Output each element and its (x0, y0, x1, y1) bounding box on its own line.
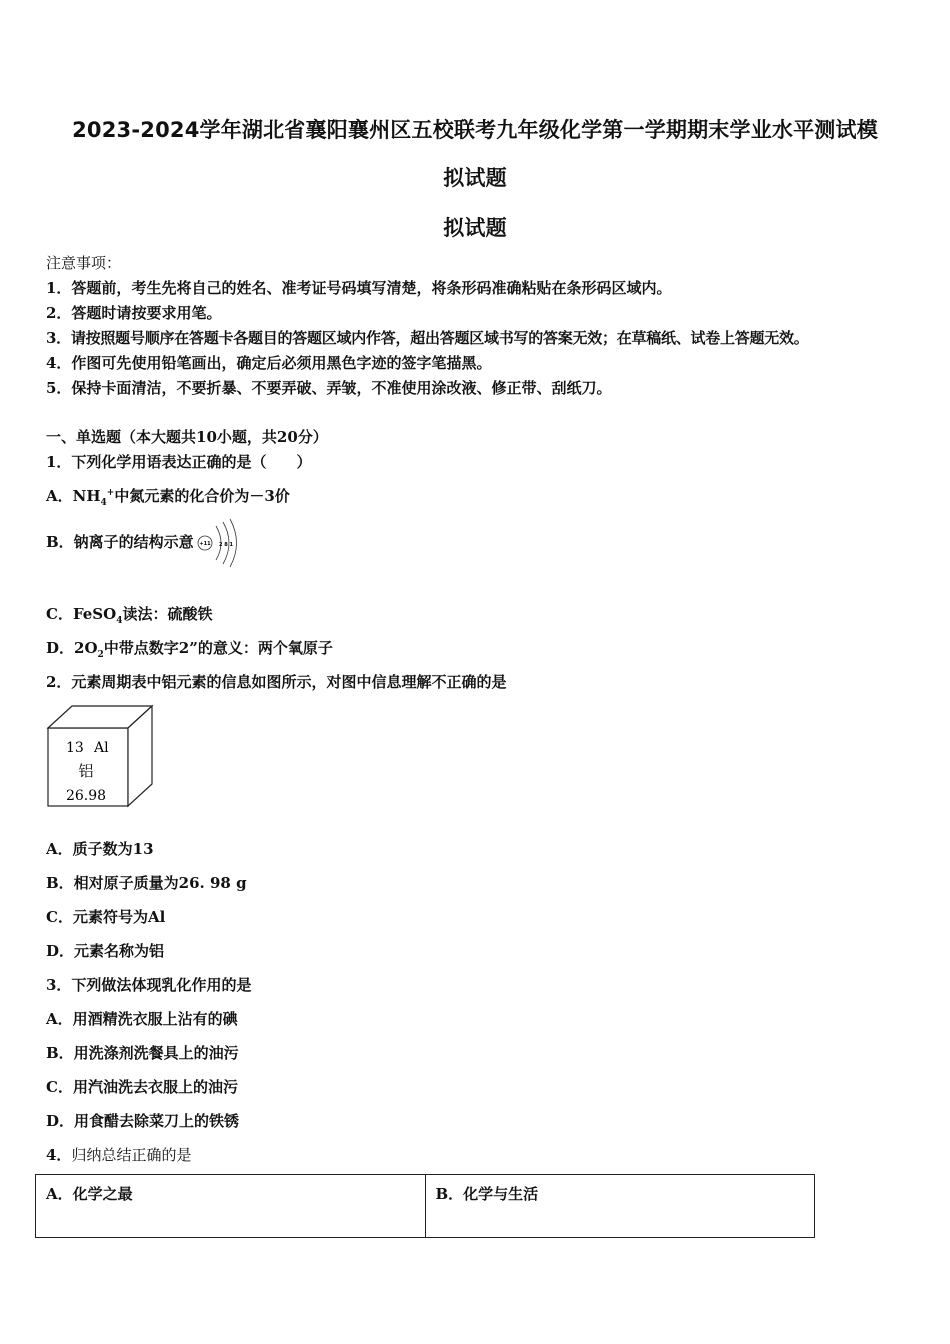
element-name: 铝 (78, 762, 94, 780)
q4-summary-table (35, 1174, 815, 1238)
q1-d-pre: D．2O (46, 639, 98, 657)
notice-item-3: 3．请按照题号顺序在答题卡各题目的答题区域内作答，超出答题区域书写的答案无效；在草稿纸、试卷上答题无效。 (46, 329, 809, 347)
sodium-ion-structure-diagram (196, 518, 240, 568)
exam-title-line2: 拟试题 (443, 166, 507, 190)
q1-c-sub: 4 (116, 616, 123, 626)
q1-a-post: 中氮元素的化合价为－3价 (114, 487, 290, 505)
notice-heading: 注意事项： (46, 254, 122, 272)
q4-number: 4． (46, 1146, 72, 1164)
q3-option-a: A．用酒精洗衣服上沾有的碘 (46, 1010, 238, 1028)
q3-stem: 3．下列做法体现乳化作用的是 (46, 976, 252, 994)
q1-option-a (46, 485, 290, 508)
q3-option-c: C．用汽油洗去衣服上的油污 (46, 1078, 238, 1096)
q1-d-post: 中带点数字2”的意义：两个氧原子 (103, 639, 333, 657)
q2-stem: 2．元素周期表中铝元素的信息如图所示，对图中信息理解不正确的是 (46, 673, 507, 691)
notice-item-5: 5．保持卡面清洁，不要折暴、不要弄破、弄皱，不准使用涂改液、修正带、刮纸刀。 (46, 379, 612, 397)
notice-item-2: 2．答题时请按要求用笔。 (46, 304, 222, 322)
q1-c-pre: C．FeSO (46, 605, 117, 623)
shell-electrons-label: 2 8 1 (218, 542, 233, 548)
q2-option-c: C．元素符号为Al (46, 908, 166, 926)
q4-stem (46, 1144, 191, 1165)
table-row (36, 1175, 815, 1238)
q1-d-sub: 2 (97, 650, 104, 660)
q3-option-d: D．用食醋去除菜刀上的铁锈 (46, 1112, 240, 1130)
element-symbol: Al (94, 740, 109, 756)
q1-stem: 1．下列化学用语表达正确的是（ ） (46, 453, 312, 471)
q3-option-b: B．用洗涤剂洗餐具上的油污 (46, 1044, 239, 1062)
q1-c-post: 读法：硫酸铁 (122, 605, 213, 623)
q4-cell-b: B．化学与生活 (425, 1175, 815, 1238)
q2-option-d: D．元素名称为铝 (46, 942, 165, 960)
notice-item-4: 4．作图可先使用铅笔画出，确定后必须用黑色字迹的签字笔描黑。 (46, 354, 492, 372)
q1-a-sup: + (106, 488, 115, 498)
q1-a-pre: A．NH (46, 487, 101, 505)
q1-option-b (46, 518, 240, 568)
aluminum-element-cube (46, 704, 156, 808)
notice-item-1: 1．答题前，考生先将自己的姓名、准考证号码填写清楚，将条形码准确粘贴在条形码区域内。 (46, 279, 672, 297)
section-heading: 一、单选题（本大题共10小题，共20分） (46, 428, 328, 446)
q1-a-sub: 4 (100, 498, 107, 508)
q2-option-b: B．相对原子质量为26. 98 g (46, 874, 247, 892)
element-mass: 26.98 (65, 788, 107, 804)
q4-cell-a: A．化学之最 (36, 1175, 426, 1238)
element-number: 13 (66, 740, 84, 756)
q4-stem-text: 归纳总结正确的是 (71, 1146, 192, 1164)
exam-title-line1: 2023-2024学年湖北省襄阳襄州区五校联考九年级化学第一学期期末学业水平测试模 (72, 118, 878, 142)
q1-b-text: B．钠离子的结构示意 (46, 533, 194, 551)
q1-option-c (46, 603, 213, 626)
exam-title-line3: 拟试题 (443, 216, 507, 240)
q1-option-d (46, 637, 333, 660)
q2-option-a: A．质子数为13 (46, 840, 154, 858)
nucleus-label: +11 (199, 541, 211, 547)
